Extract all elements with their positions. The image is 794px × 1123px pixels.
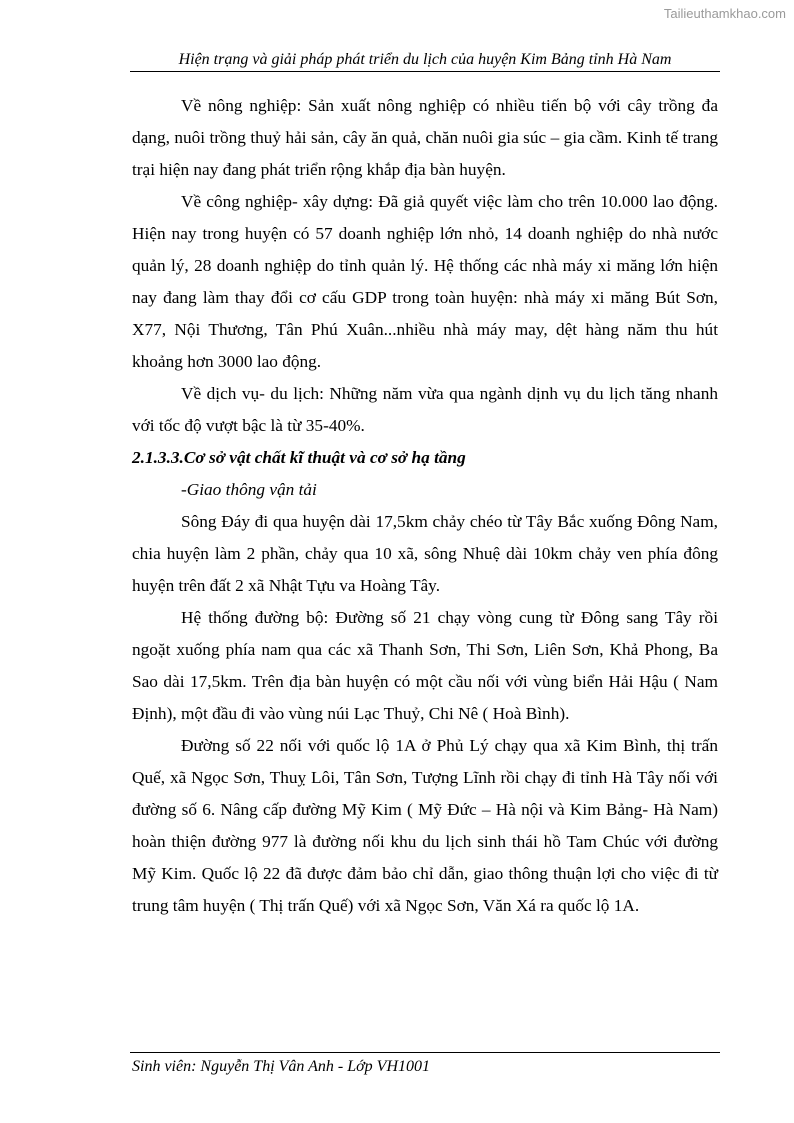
subsection-heading: -Giao thông vận tải <box>181 480 317 499</box>
paragraph-road-21: Hệ thống đường bộ: Đường số 21 chạy vòng cung từ Đông sang Tây rồi ngoặt xuống phía nam qua các xã Thanh Sơn, Thi Sơn, Liên Sơn, Khả Phong, Ba Sao dài 17,5km. Trên địa bàn huyện có một cầu nối với vùng biển Hải Hậu ( Nam Định), một đầu đi vào vùng núi Lạc Thuỷ, Chi Nê ( Hoà Bình). <box>132 608 718 723</box>
document-body <box>132 90 718 922</box>
footer-divider <box>130 1052 720 1053</box>
header-divider <box>130 71 720 72</box>
paragraph-industry: Về công nghiệp- xây dựng: Đã giả quyết việc làm cho trên 10.000 lao động. Hiện nay trong huyện có 57 doanh nghiệp lớn nhỏ, 14 doanh nghiệp do nhà nước quản lý, 28 doanh nghiệp do tỉnh quản lý. Hệ thống các nhà máy xi măng lớn hiện nay đang làm thay đổi cơ cấu GDP trong toàn huyện: nhà máy xi măng Bút Sơn, X77, Nội Thương, Tân Phú Xuân...nhiều nhà máy may, dệt hàng năm thu hút khoảng hơn 3000 lao động. <box>132 192 718 371</box>
page-footer-text: Sinh viên: Nguyễn Thị Vân Anh - Lớp VH1001 <box>132 1058 430 1075</box>
watermark: Tailieuthamkhao.com <box>663 6 786 21</box>
paragraph-agriculture: Về nông nghiệp: Sản xuất nông nghiệp có nhiều tiến bộ với cây trồng đa dạng, nuôi trồng thuỷ hải sản, cây ăn quả, chăn nuôi gia súc – gia cầm. Kinh tế trang trại hiện nay đang phát triển rộng khắp địa bàn huyện. <box>132 96 718 179</box>
paragraph-services: Về dịch vụ- du lịch: Những năm vừa qua ngành dịnh vụ du lịch tăng nhanh với tốc độ vượt bậc là từ 35-40%. <box>132 384 718 435</box>
page-header-title: Hiện trạng và giải pháp phát triển du lịch của huyện Kim Bảng tỉnh Hà Nam <box>178 51 672 68</box>
paragraph-rivers: Sông Đáy đi qua huyện dài 17,5km chảy chéo từ Tây Bắc xuống Đông Nam, chia huyện làm 2 phần, chảy qua 10 xã, sông Nhuệ dài 10km chảy ven phía đông huyện trên đất 2 xã Nhật Tựu va Hoàng Tây. <box>132 512 718 595</box>
section-heading: 2.1.3.3.Cơ sở vật chất kĩ thuật và cơ sở hạ tầng <box>132 448 466 467</box>
paragraph-road-22: Đường số 22 nối với quốc lộ 1A ở Phủ Lý chạy qua xã Kim Bình, thị trấn Quế, xã Ngọc Sơn, Thuỵ Lôi, Tân Sơn, Tượng Lĩnh rồi chạy đi tỉnh Hà Tây nối với đường số 6. Nâng cấp đường Mỹ Kim ( Mỹ Đức – Hà nội và Kim Bảng- Hà Nam) hoàn thiện đường 977 là đường nối khu du lịch sinh thái hồ Tam Chúc với đường Mỹ Kim. Quốc lộ 22 đã được đảm bảo chỉ dẫn, giao thông thuận lợi cho việc đi từ trung tâm huyện ( Thị trấn Quế) với xã Ngọc Sơn, Văn Xá ra quốc lộ 1A. <box>132 736 718 915</box>
